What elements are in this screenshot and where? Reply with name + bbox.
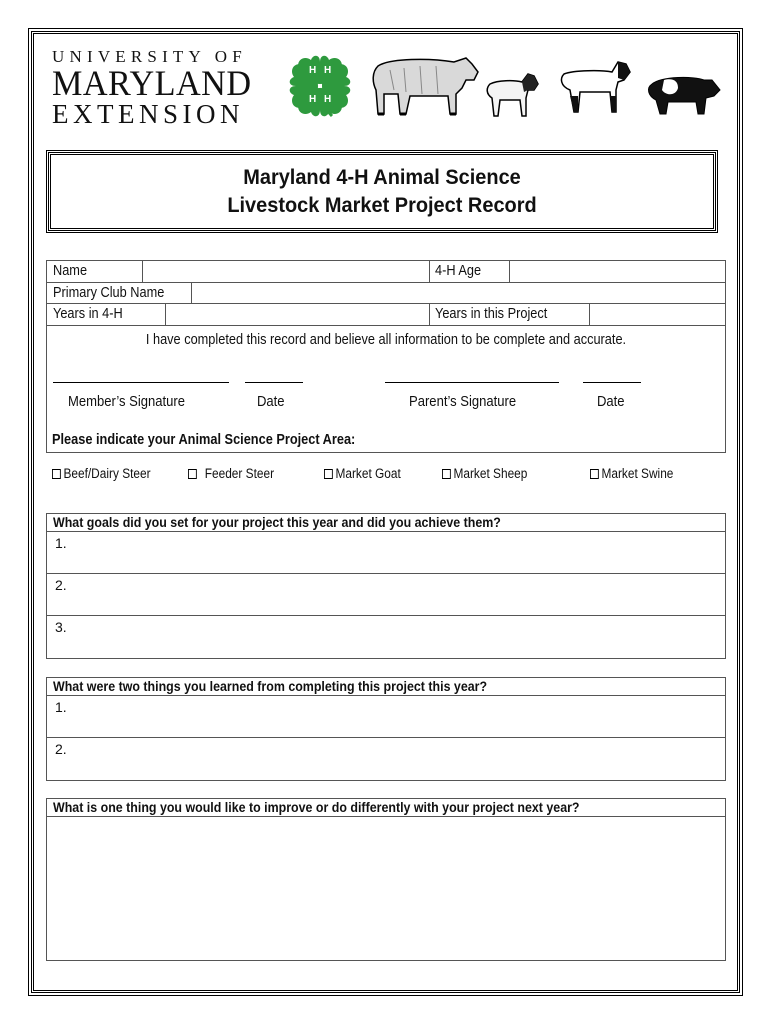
- years-project-field[interactable]: [589, 304, 725, 325]
- name-label: Name: [53, 263, 88, 279]
- option-label: Market Swine: [601, 466, 674, 481]
- goals-question-text: What goals did you set for your project this year and did you achieve them?: [53, 515, 501, 530]
- member-signature-line[interactable]: [53, 382, 229, 383]
- item-number: 1.: [55, 699, 67, 715]
- steer-icon: [370, 50, 482, 122]
- item-number: 2.: [55, 741, 67, 757]
- university-logo: [52, 48, 272, 128]
- age-label-cell: [429, 261, 509, 282]
- learned-answer-2[interactable]: [47, 738, 725, 780]
- years-4h-label: Years in 4-H: [53, 306, 123, 322]
- years-4h-field[interactable]: [165, 304, 429, 325]
- member-info-table: [46, 260, 726, 453]
- checkbox-icon[interactable]: [324, 469, 333, 479]
- goat-icon: [484, 70, 540, 120]
- parent-date-label: Date: [597, 393, 625, 410]
- club-label: Primary Club Name: [53, 284, 165, 301]
- club-row: [47, 283, 725, 305]
- option-label: Market Goat: [335, 466, 401, 481]
- project-area-question: Please indicate your Animal Science Project Area:: [52, 432, 356, 448]
- checkbox-icon[interactable]: [188, 469, 197, 479]
- item-number: 2.: [55, 577, 67, 593]
- goals-question: [47, 514, 725, 532]
- years-project-label: Years in this Project: [435, 306, 548, 322]
- option-market-sheep[interactable]: [442, 466, 527, 481]
- age-label: 4-H Age: [435, 263, 482, 279]
- item-number: 1.: [55, 535, 67, 551]
- option-market-goat[interactable]: [324, 466, 401, 481]
- years-row: [47, 304, 725, 326]
- parent-signature-label: Parent’s Signature: [409, 393, 517, 410]
- years-project-label-cell: [429, 304, 589, 325]
- checkbox-icon[interactable]: [442, 469, 451, 479]
- checkbox-icon[interactable]: [590, 469, 599, 479]
- pig-icon: [646, 70, 722, 120]
- svg-text:H: H: [324, 65, 332, 76]
- svg-text:H: H: [309, 65, 317, 76]
- parent-date-line[interactable]: [583, 382, 641, 383]
- age-field[interactable]: [509, 261, 725, 282]
- option-label: Beef/Dairy Steer: [63, 466, 151, 481]
- logo-line-1: UNIVERSITY OF: [52, 47, 247, 66]
- member-date-line[interactable]: [245, 382, 303, 383]
- goals-answer-2[interactable]: [47, 574, 725, 616]
- learned-answer-1[interactable]: [47, 696, 725, 738]
- sheep-icon: [558, 56, 634, 118]
- logo-line-3: EXTENSION: [52, 99, 244, 129]
- option-label: Market Sheep: [453, 466, 528, 481]
- option-feeder-steer[interactable]: [188, 466, 274, 481]
- svg-text:H: H: [309, 94, 317, 105]
- certification-statement: I have completed this record and believe all information to be complete and accurate.: [145, 331, 627, 348]
- option-beef-dairy-steer[interactable]: [52, 466, 151, 481]
- parent-signature-line[interactable]: [385, 382, 559, 383]
- checkbox-icon[interactable]: [52, 469, 61, 479]
- option-label: Feeder Steer: [204, 466, 275, 481]
- form-title-line-2: Livestock Market Project Record: [227, 194, 537, 217]
- member-signature-label: Member’s Signature: [68, 393, 186, 410]
- goals-question-box: [46, 513, 726, 659]
- svg-text:H: H: [324, 94, 332, 105]
- option-market-swine[interactable]: [590, 466, 673, 481]
- logo-line-2: MARYLAND: [52, 63, 252, 103]
- improve-question-box: [46, 798, 726, 961]
- improve-question: [47, 799, 725, 817]
- 4-h-clover-icon: [284, 50, 356, 122]
- form-title-line-1: Maryland 4-H Animal Science: [243, 166, 521, 189]
- goals-answer-1[interactable]: [47, 532, 725, 574]
- name-field[interactable]: [142, 261, 477, 282]
- learned-question-text: What were two things you learned from completing this project this year?: [53, 679, 488, 694]
- club-name-field[interactable]: [191, 283, 725, 304]
- improve-question-text: What is one thing you would like to improve or do differently with your project next year?: [53, 800, 580, 815]
- item-number: 3.: [55, 619, 67, 635]
- member-date-label: Date: [257, 393, 285, 410]
- improve-answer-field[interactable]: [47, 817, 725, 960]
- learned-question-box: [46, 677, 726, 781]
- form-title-box: [48, 152, 716, 231]
- goals-answer-3[interactable]: [47, 616, 725, 658]
- name-row: [47, 261, 725, 283]
- learned-question: [47, 678, 725, 696]
